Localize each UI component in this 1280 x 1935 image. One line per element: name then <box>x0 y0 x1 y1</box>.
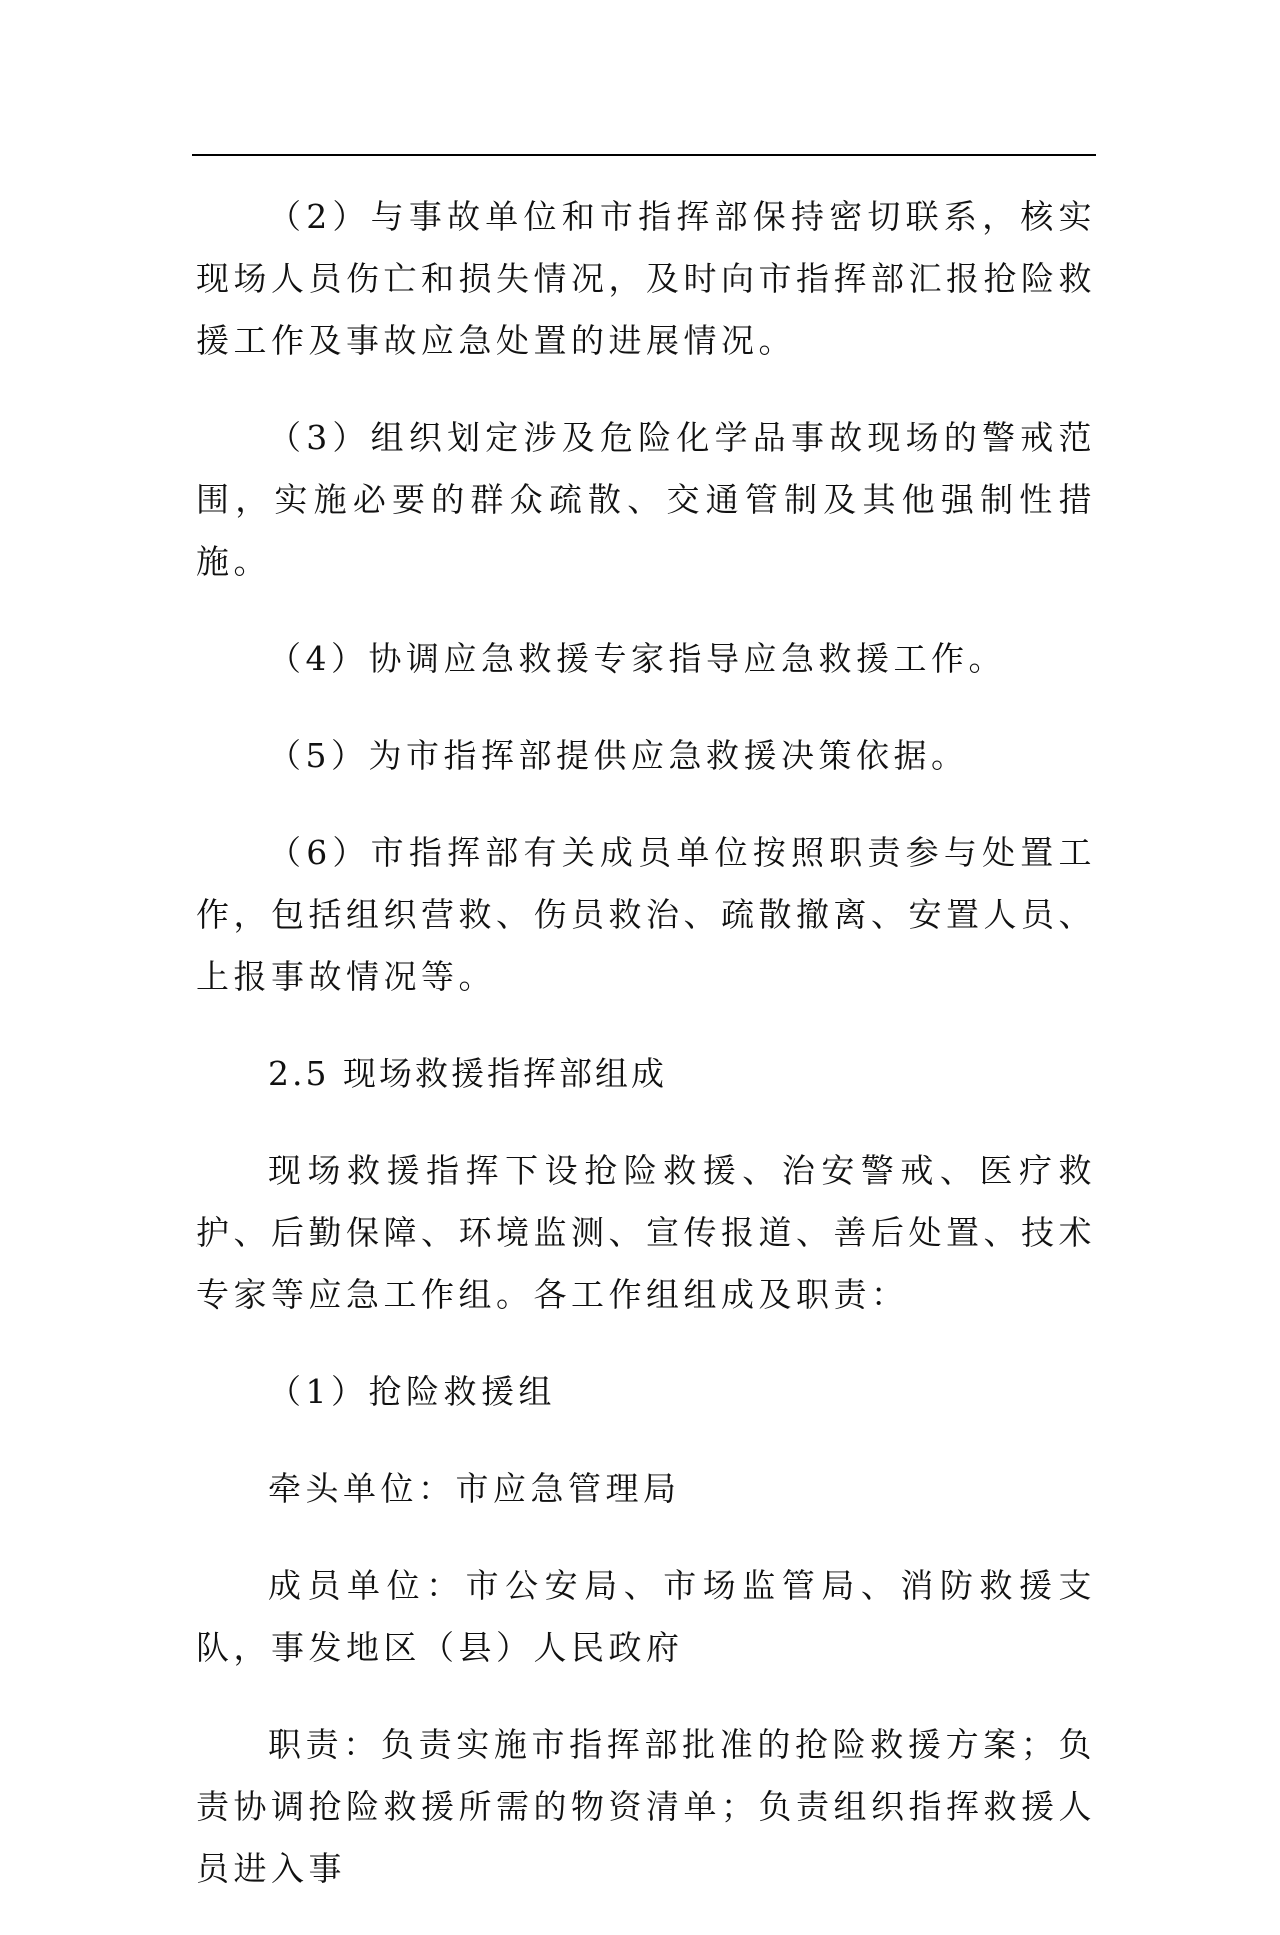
lead-unit: 牵头单位：市应急管理局 <box>268 1469 681 1508</box>
responsibilities: 职责：负责实施市指挥部批准的抢险救援方案；负责协调抢险救援所需的物资清单；负责组织指挥救援人员进入事 <box>196 1725 1096 1888</box>
paragraph-intro: 现场救援指挥下设抢险救援、治安警戒、医疗救护、后勤保障、环境监测、宣传报道、善后处置、技术专家等应急工作组。各工作组组成及职责： <box>196 1151 1096 1314</box>
member-units: 成员单位：市公安局、市场监管局、消防救援支队，事发地区（县）人民政府 <box>196 1566 1096 1667</box>
section-heading: 2.5 现场救援指挥部组成 <box>268 1054 667 1093</box>
header-rule <box>192 154 1096 156</box>
document-body <box>196 186 1096 1935</box>
subheading-rescue-group: （1）抢险救援组 <box>268 1372 556 1411</box>
paragraph-item-4: （4）协调应急救援专家指导应急救援工作。 <box>268 639 1006 678</box>
paragraph-item-2: （2）与事故单位和市指挥部保持密切联系，核实现场人员伤亡和损失情况，及时向市指挥部汇报抢险救援工作及事故应急处置的进展情况。 <box>196 197 1096 360</box>
paragraph-item-5: （5）为市指挥部提供应急救援决策依据。 <box>268 736 969 775</box>
paragraph-item-3: （3）组织划定涉及危险化学品事故现场的警戒范围，实施必要的群众疏散、交通管制及其他强制性措施。 <box>196 418 1096 581</box>
paragraph-item-6: （6）市指挥部有关成员单位按照职责参与处置工作，包括组织营救、伤员救治、疏散撤离、安置人员、上报事故情况等。 <box>196 833 1096 996</box>
